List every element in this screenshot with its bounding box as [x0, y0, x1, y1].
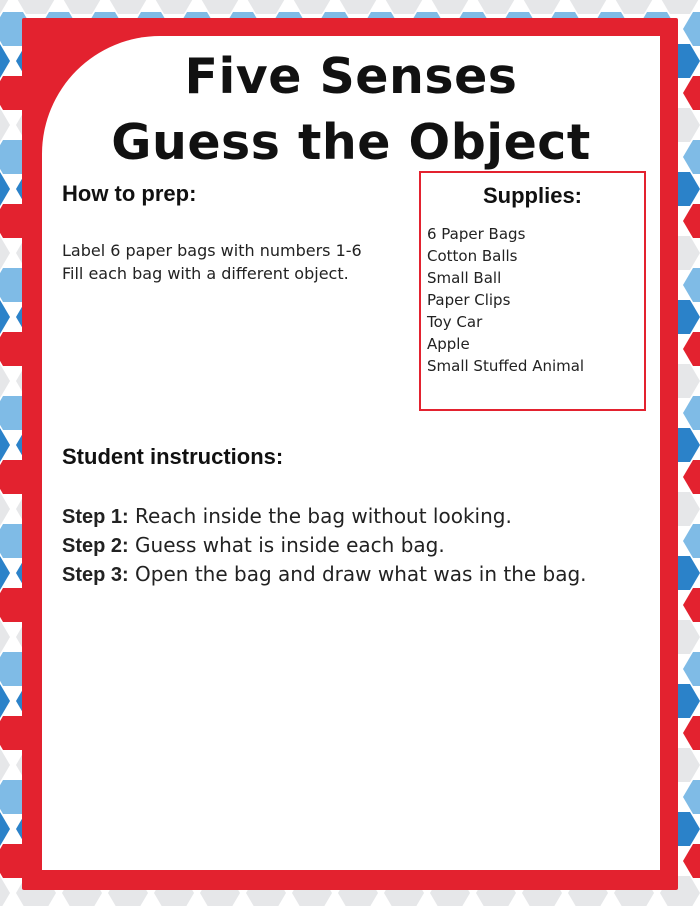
step-item [62, 531, 587, 560]
step-label: Step 1: [62, 506, 129, 528]
step-item [62, 560, 587, 589]
step-text: Open the bag and draw what was in the bag. [135, 562, 587, 586]
supplies-heading: Supplies: [483, 183, 583, 208]
step-text: Guess what is inside each bag. [135, 533, 445, 557]
supplies-item: Cotton Balls [427, 247, 518, 265]
step-item [62, 502, 587, 531]
page-title-line-1: Five Senses [184, 48, 518, 105]
supplies-item: Small Ball [427, 269, 502, 287]
supplies-item: 6 Paper Bags [427, 225, 526, 243]
prep-line-2: Fill each bag with a different object. [62, 264, 349, 283]
page-title-line-2: Guess the Object [111, 114, 591, 171]
steps-list [62, 502, 587, 589]
supplies-item: Paper Clips [427, 291, 511, 309]
supplies-list [427, 223, 584, 377]
supplies-box [419, 171, 646, 411]
supplies-item: Apple [427, 335, 470, 353]
supplies-item: Small Stuffed Animal [427, 357, 585, 375]
instructions-heading: Student instructions: [62, 444, 284, 469]
prep-line-1: Label 6 paper bags with numbers 1-6 [62, 241, 362, 260]
step-text: Reach inside the bag without looking. [135, 504, 512, 528]
step-label: Step 3: [62, 564, 129, 586]
supplies-item: Toy Car [427, 313, 483, 331]
prep-heading: How to prep: [62, 181, 197, 206]
step-label: Step 2: [62, 535, 129, 557]
